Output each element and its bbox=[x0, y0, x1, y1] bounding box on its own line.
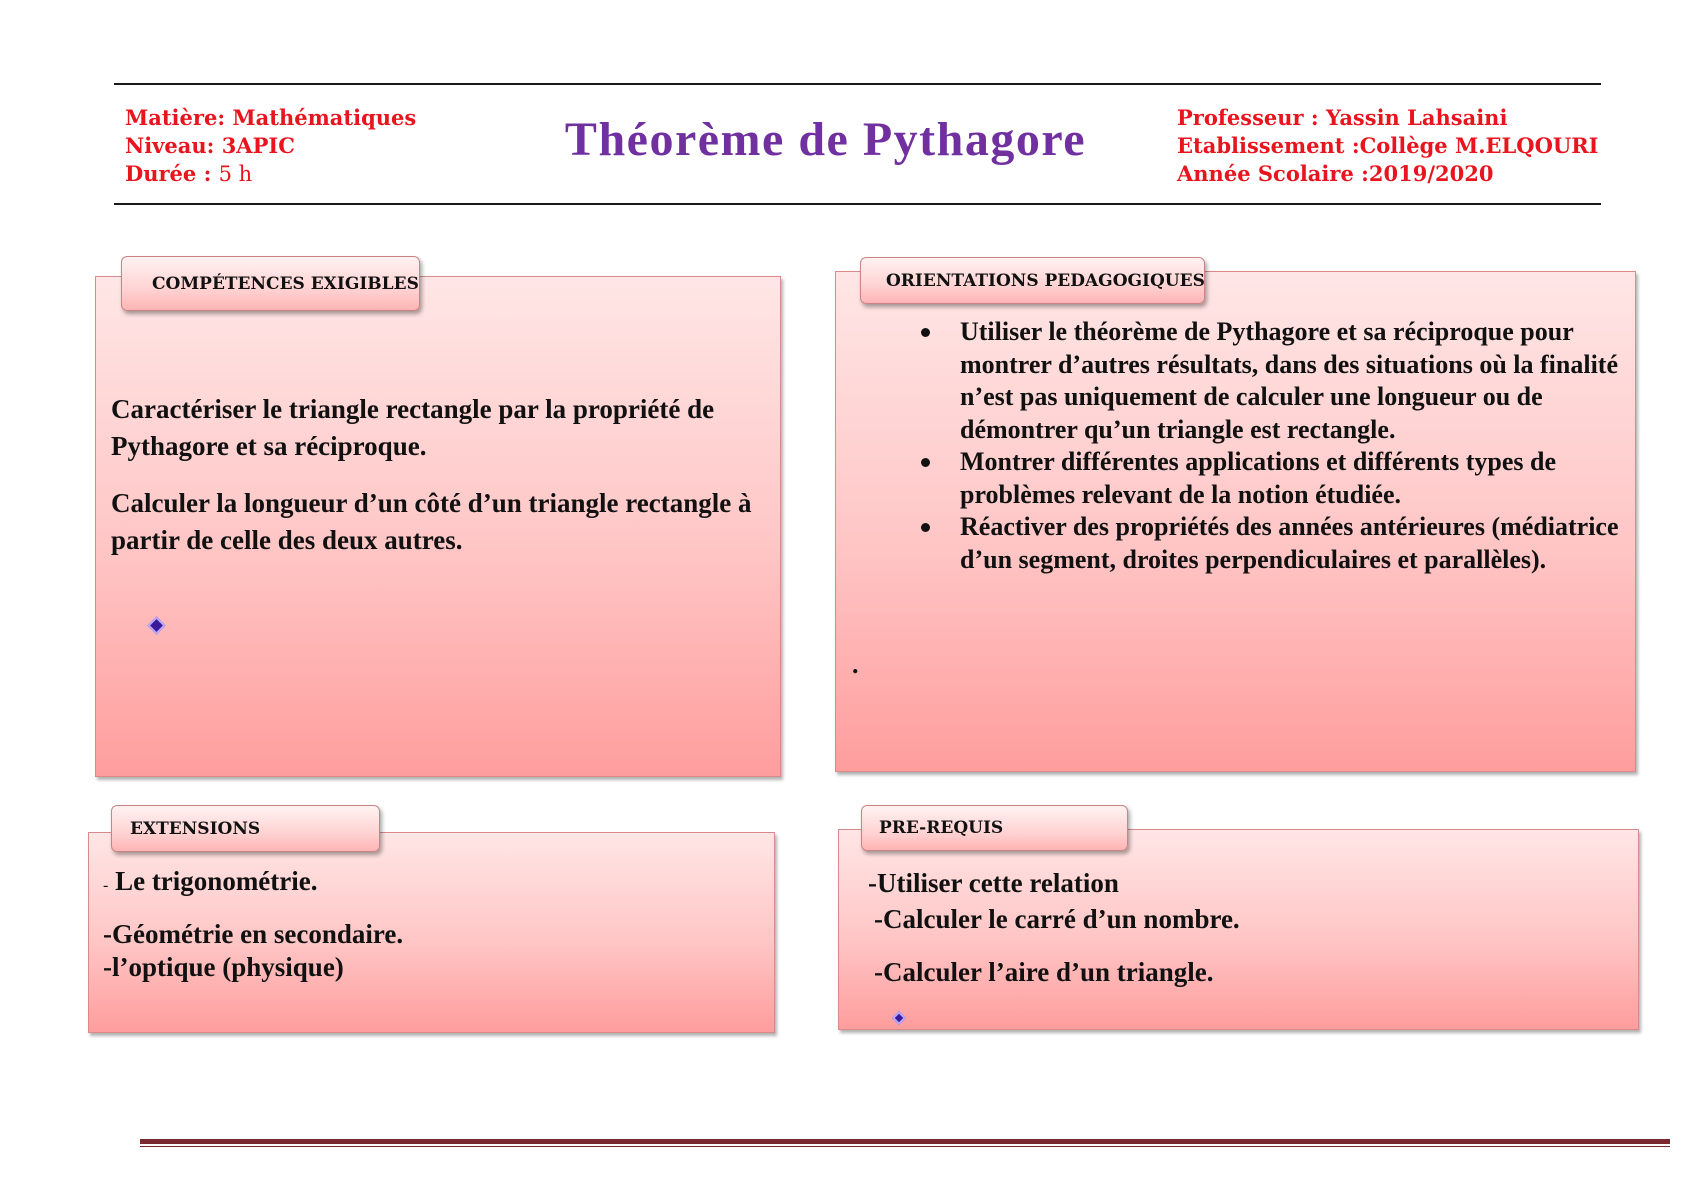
duree-label: Durée : bbox=[125, 161, 212, 186]
prerequis-tab-label: PRE-REQUIS bbox=[879, 818, 1004, 838]
niveau-line bbox=[125, 132, 295, 160]
prerequis-tab bbox=[861, 805, 1128, 851]
matiere-line bbox=[125, 104, 416, 132]
duree-value: 5 h bbox=[218, 162, 253, 186]
orientation-item: Montrer différentes applications et différents types de problèmes relevant de la notion étudiée. bbox=[960, 446, 1628, 511]
duree-line bbox=[125, 160, 252, 188]
annee-line: Année Scolaire :2019/2020 bbox=[1177, 161, 1494, 186]
matiere-label: Matière: bbox=[125, 105, 226, 130]
niveau-label: Niveau: bbox=[125, 133, 215, 158]
orientation-item: Réactiver des propriétés des années antérieures (médiatrice d’un segment, droites perpendiculaires et parallèles). bbox=[960, 511, 1628, 576]
header-top-rule bbox=[114, 83, 1601, 85]
orientations-list bbox=[960, 316, 1628, 576]
professeur-line: Professeur : Yassin Lahsaini bbox=[1177, 105, 1508, 130]
page-title: Théorème de Pythagore bbox=[564, 113, 1087, 166]
bullet-icon bbox=[921, 523, 930, 532]
competences-tab bbox=[121, 256, 420, 311]
extensions-tab-label: EXTENSIONS bbox=[130, 818, 261, 839]
extension-item-3: -l’optique (physique) bbox=[103, 952, 344, 982]
footer-bar-thin bbox=[140, 1146, 1670, 1147]
matiere-value: Mathématiques bbox=[232, 105, 417, 130]
orientation-item: Utiliser le théorème de Pythagore et sa réciproque pour montrer d’autres résultats, dans des situations où la finalité n’est pas uniquement de calculer une longueur ou de démontrer qu’un triangle est rectangle. bbox=[960, 316, 1628, 446]
prerequis-item-3: -Calculer l’aire d’un triangle. bbox=[874, 957, 1214, 987]
niveau-value: 3APIC bbox=[221, 133, 295, 158]
footer-bar bbox=[140, 1139, 1670, 1144]
bullet-icon bbox=[921, 328, 930, 337]
extension-item-1: - Le trigonométrie. bbox=[103, 866, 318, 896]
competences-tab-label: COMPÉTENCES EXIGIBLES bbox=[152, 273, 419, 294]
prerequis-item-1: -Utiliser cette relation bbox=[868, 868, 1119, 898]
extension-item-2: -Géométrie en secondaire. bbox=[103, 919, 404, 949]
bullet-icon bbox=[921, 458, 930, 467]
orientations-tab-label: ORIENTATIONS PEDAGOGIQUES bbox=[886, 270, 1205, 291]
competence-item-1: Caractériser le triangle rectangle par la propriété de Pythagore et sa réciproque. bbox=[111, 394, 715, 461]
competence-item-2: Calculer la longueur d’un côté d’un triangle rectangle à partir de celle des deux autres. bbox=[111, 488, 752, 555]
orientations-trailing-dot: . bbox=[852, 650, 859, 679]
header-bottom-rule bbox=[114, 203, 1601, 205]
etablissement-line: Etablissement :Collège M.ELQOURI bbox=[1177, 133, 1599, 158]
orientations-tab bbox=[860, 257, 1205, 304]
extensions-tab bbox=[111, 805, 380, 852]
prerequis-item-2: -Calculer le carré d’un nombre. bbox=[874, 904, 1240, 934]
